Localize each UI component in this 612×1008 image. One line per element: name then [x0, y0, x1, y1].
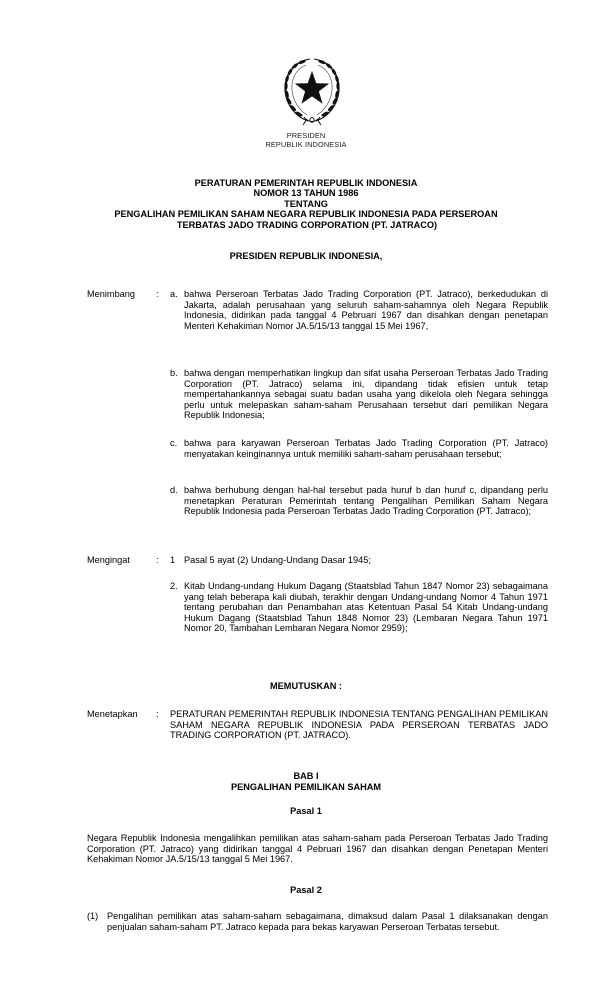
mengingat-label: Mengingat: [87, 555, 130, 565]
pasal-1-heading: Pasal 1: [290, 806, 322, 816]
title-subject-line1: PENGALIHAN PEMILIKAN SAHAM NEGARA REPUBLIK INDONESIA PADA PERSEROAN: [114, 209, 498, 220]
issuer-heading: PRESIDEN REPUBLIK INDONESIA,: [229, 251, 383, 261]
mengingat-colon: :: [156, 555, 159, 565]
memutuskan-heading: MEMUTUSKAN :: [270, 681, 342, 691]
menimbang-item-d-marker: d.: [170, 485, 178, 495]
mengingat-item-1-marker: 1: [170, 555, 176, 565]
bab-number: BAB I: [293, 771, 319, 781]
menetapkan-label: Menetapkan: [87, 709, 138, 719]
title-subject-line2: TERBATAS JADO TRADING CORPORATION (PT. JATRACO): [176, 219, 438, 230]
menimbang-item-b-marker: b.: [170, 368, 178, 378]
title-number-year: NOMOR 13 TAHUN 1986: [253, 188, 359, 199]
mengingat-item-2-marker: 2.: [170, 581, 178, 591]
pasal-2-ayat-1-marker: (1): [87, 911, 99, 921]
presidential-emblem-icon: [280, 55, 344, 127]
document-title: [0, 178, 612, 230]
header-caption-president: PRESIDEN: [286, 131, 326, 140]
menimbang-item-c-marker: c.: [170, 438, 178, 448]
menetapkan-colon: :: [156, 709, 159, 719]
bab-title: PENGALIHAN PEMILIKAN SAHAM: [230, 782, 382, 792]
mengingat-item-1-text: Pasal 5 ayat (2) Undang-Undang Dasar 1945;: [184, 555, 371, 565]
pasal-2-ayat-1-text: Pengalihan pemilikan atas saham-saham sebagaimana, dimaksud dalam Pasal 1 dilaksanakan dengan penjualan saham-saham PT. Jatraco kepada para bekas karyawan Perseroan Terbatas tersebut.: [107, 911, 548, 932]
menimbang-item-b-text: bahwa dengan memperhatikan lingkup dan sifat usaha Perseroan Terbatas Jado Trading Corporation (PT. Jatraco) selama ini, dipandang tidak efisien untuk tetap mempertahankannya sebagai suatu badan usaha yang dikelola oleh Negara sehingga perlu untuk melepaskan saham-saham Perusahaan tersebut dari pemilikan Negara Republik Indonesia;: [184, 368, 548, 420]
menimbang-label: Menimbang: [87, 289, 136, 299]
title-tentang: TENTANG: [284, 198, 328, 209]
menimbang-colon: :: [156, 289, 159, 299]
menetapkan-text: PERATURAN PEMERINTAH REPUBLIK INDONESIA TENTANG PENGALIHAN PEMILIKAN SAHAM NEGARA REPUBLIK INDONESIA PADA PERSEROAN TERBATAS JADO TRADING CORPORATION (PT. JATRACO).: [170, 709, 548, 740]
pasal-2-heading: Pasal 2: [290, 885, 322, 895]
menimbang-item-a-text: bahwa Perseroan Terbatas Jado Trading Corporation (PT. Jatraco), berkedudukan di Jakarta, adalah perusahaan yang seluruh saham-sahamnya oleh Negara Republik Indonesia, didirikan pada tanggal 4 Pebruari 1967 dan disahkan dengan penetapan Menteri Kehakiman Nomor JA.5/15/13 tanggal 15 Mei 1967,: [184, 289, 548, 331]
pasal-1-text: Negara Republik Indonesia mengalihkan pemilikan atas saham-saham pada Perseroan Terbatas Jado Trading Corporation (PT. Jatraco) yang didirikan tanggal 4 Pebruari 1967 dan disahkan dengan Penetapan Menteri Kehakiman Nomor JA.5/15/13 tanggal 5 Mei 1967.: [87, 833, 548, 864]
menimbang-item-a-marker: a.: [170, 289, 178, 299]
menimbang-item-d-text: bahwa berhubung dengan hal-hal tersebut pada huruf b dan huruf c, dipandang perlu menetapkan Peraturan Pemerintah tentang Pengalihan Pemilikan Saham Negara Republik Indonesia pada Perseroan Terbatas Jado Trading Corporation (PT. Jatraco);: [184, 485, 548, 516]
mengingat-item-2-text: Kitab Undang-undang Hukum Dagang (Staatsblad Tahun 1847 Nomor 23) sebagaimana yang telah beberapa kali diubah, terakhir dengan Undang-undang Nomor 4 Tahun 1971 tentang perubahan dan Penambahan atas Ketentuan Pasal 54 Kitab Undang-undang Hukum Dagang (Staatsblad Tahun 1848 Nomor 23) (Lembaran Negara Tahun 1971 Nomor 20, Tambahan Lembaran Negara Nomor 2959);: [184, 581, 548, 633]
title-regulation-type: PERATURAN PEMERINTAH REPUBLIK INDONESIA: [194, 178, 418, 188]
header-caption-republic: REPUBLIK INDONESIA: [265, 140, 347, 149]
menimbang-item-c-text: bahwa para karyawan Perseroan Terbatas Jado Trading Corporation (PT. Jatraco) menyatakan keinginannya untuk memiliki saham-saham perusahaan tersebut;: [184, 438, 548, 459]
